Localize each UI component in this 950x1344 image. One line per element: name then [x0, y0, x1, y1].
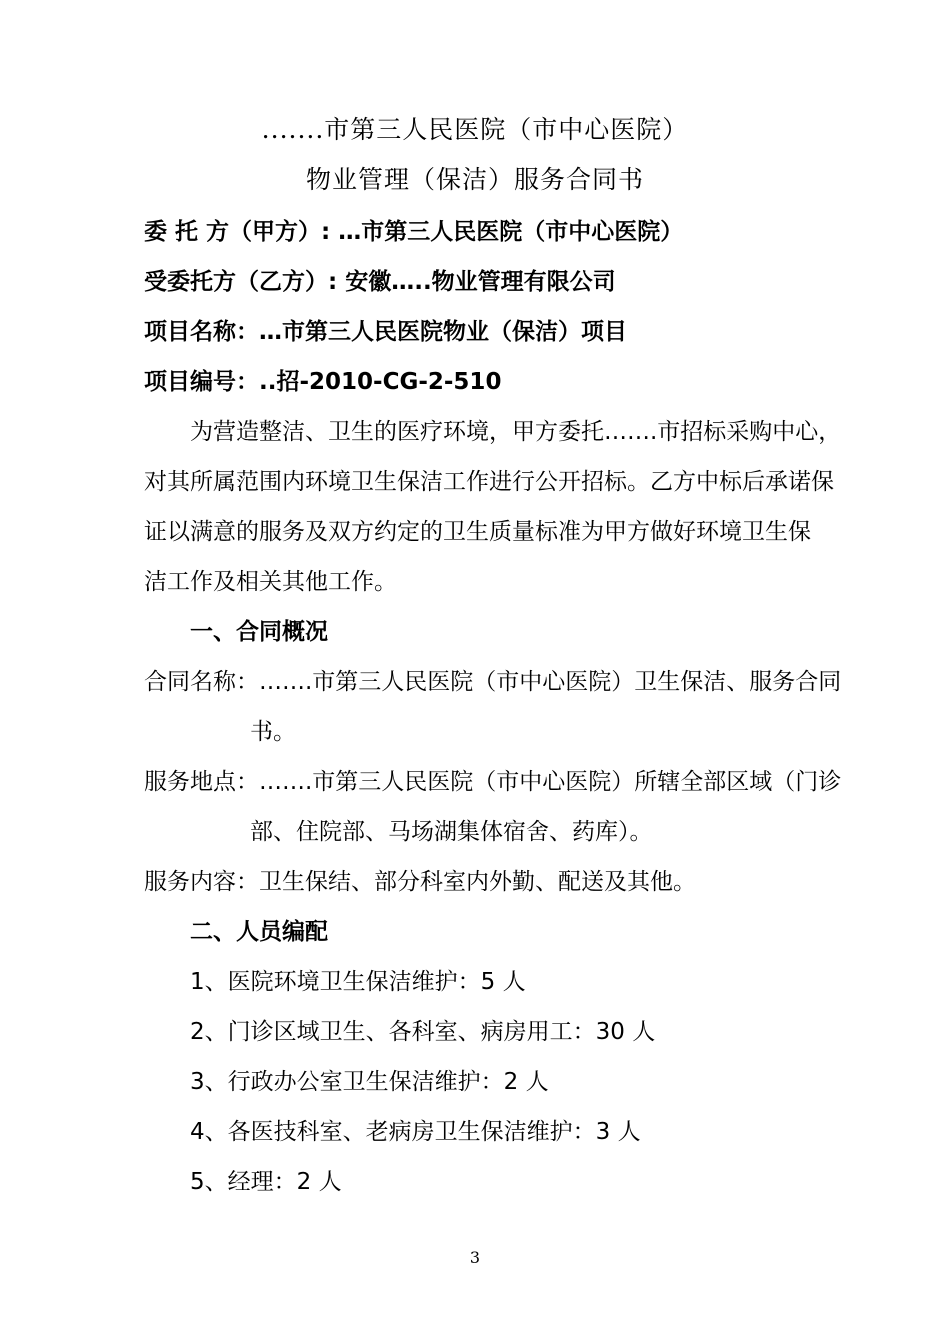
service-place-line1: 服务地点：…….市第三人民医院（市中心医院）所辖全部区域（门诊 — [144, 769, 842, 795]
page-number: 3 — [469, 1248, 481, 1267]
intro-line-1: 为营造整洁、卫生的医疗环境，甲方委托…….市招标采购中心， — [190, 419, 842, 445]
service-content: 服务内容：卫生保结、部分科室内外勤、配送及其他。 — [144, 869, 696, 895]
contract-name-line1: 合同名称：…….市第三人民医院（市中心医院）卫生保洁、服务合同 — [144, 669, 842, 695]
intro-line-2: 对其所属范围内环境卫生保洁工作进行公开招标。乙方中标后承诺保 — [144, 469, 834, 495]
intro-line-4: 洁工作及相关其他工作。 — [144, 569, 397, 595]
section2-heading: 二、人员编配 — [190, 919, 328, 945]
contract-name-line2: 书。 — [250, 719, 296, 745]
staff-item: 2、门诊区域卫生、各科室、病房用工：30 人 — [190, 1019, 656, 1045]
project-name: 项目名称：…市第三人民医院物业（保洁）项目 — [144, 319, 627, 345]
staff-item: 1、医院环境卫生保洁维护：5 人 — [190, 969, 526, 995]
party-b: 受委托方（乙方）: 安徽…..物业管理有限公司 — [144, 269, 616, 295]
section1-heading: 一、合同概况 — [190, 619, 328, 645]
document-title-line1: .......市第三人民医院（市中心医院） — [261, 115, 689, 144]
project-number: 项目编号：..招-2010-CG-2-510 — [144, 369, 502, 395]
staff-item: 5、经理：2 人 — [190, 1169, 342, 1195]
document-title-line2: 物业管理（保洁）服务合同书 — [305, 165, 644, 194]
party-a: 委 托 方（甲方）: …市第三人民医院（市中心医院） — [144, 219, 684, 245]
intro-line-3: 证以满意的服务及双方约定的卫生质量标准为甲方做好环境卫生保 — [144, 519, 811, 545]
service-place-line2: 部、住院部、马场湖集体宿舍、药库）。 — [250, 819, 653, 845]
staff-item: 4、各医技科室、老病房卫生保洁维护：3 人 — [190, 1119, 641, 1145]
staff-item: 3、行政办公室卫生保洁维护：2 人 — [190, 1069, 549, 1095]
